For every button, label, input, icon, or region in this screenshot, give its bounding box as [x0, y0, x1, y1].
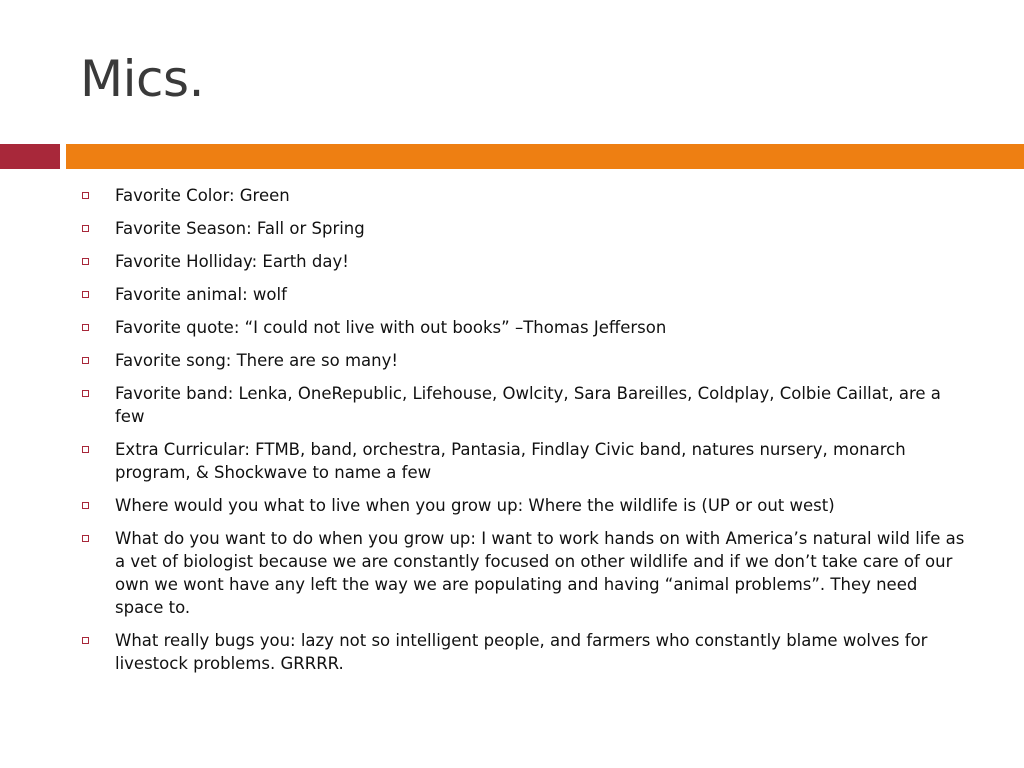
hollow-square-bullet-icon — [82, 446, 89, 453]
bullet-item — [80, 438, 970, 484]
bullet-text: Favorite Color: Green — [115, 186, 290, 205]
hollow-square-bullet-icon — [82, 637, 89, 644]
bullet-text: What do you want to do when you grow up: I want to work hands on with America’s natural wild life as a vet of biologist because we are constantly focused on other wildlife and if we don’t take care of our own we wont have any left the way we are populating and having “animal problems”. They need space to. — [115, 529, 965, 617]
hollow-square-bullet-icon — [82, 192, 89, 199]
bullet-item — [80, 283, 970, 306]
bullet-item — [80, 316, 970, 339]
hollow-square-bullet-icon — [82, 225, 89, 232]
hollow-square-bullet-icon — [82, 357, 89, 364]
hollow-square-bullet-icon — [82, 535, 89, 542]
bullet-item — [80, 382, 970, 428]
bullet-item — [80, 217, 970, 240]
bullet-text: Favorite animal: wolf — [115, 285, 287, 304]
accent-bar-left — [0, 144, 60, 169]
hollow-square-bullet-icon — [82, 390, 89, 397]
bullet-text: Favorite quote: “I could not live with out books” –Thomas Jefferson — [115, 318, 667, 337]
bullet-item — [80, 250, 970, 273]
hollow-square-bullet-icon — [82, 258, 89, 265]
bullet-item — [80, 527, 970, 619]
bullet-item — [80, 184, 970, 207]
hollow-square-bullet-icon — [82, 502, 89, 509]
bullet-text: Favorite song: There are so many! — [115, 351, 398, 370]
hollow-square-bullet-icon — [82, 324, 89, 331]
bullet-text: Favorite Season: Fall or Spring — [115, 219, 365, 238]
bullet-text: Favorite Holliday: Earth day! — [115, 252, 349, 271]
bullet-item — [80, 494, 970, 517]
hollow-square-bullet-icon — [82, 291, 89, 298]
bullet-text: Extra Curricular: FTMB, band, orchestra, Pantasia, Findlay Civic band, natures nursery, monarch program, & Shockwave to name a few — [115, 440, 906, 482]
bullet-text: Favorite band: Lenka, OneRepublic, Lifehouse, Owlcity, Sara Bareilles, Coldplay, Colbie Caillat, are a few — [115, 384, 941, 426]
bullet-text: Where would you what to live when you grow up: Where the wildlife is (UP or out west) — [115, 496, 835, 515]
bullet-list — [80, 184, 970, 685]
bullet-item — [80, 349, 970, 372]
bullet-item — [80, 629, 970, 675]
bullet-text: What really bugs you: lazy not so intelligent people, and farmers who constantly blame wolves for livestock problems. GRRRR. — [115, 631, 928, 673]
slide-title: Mics. — [80, 50, 204, 108]
accent-bar-right — [66, 144, 1024, 169]
